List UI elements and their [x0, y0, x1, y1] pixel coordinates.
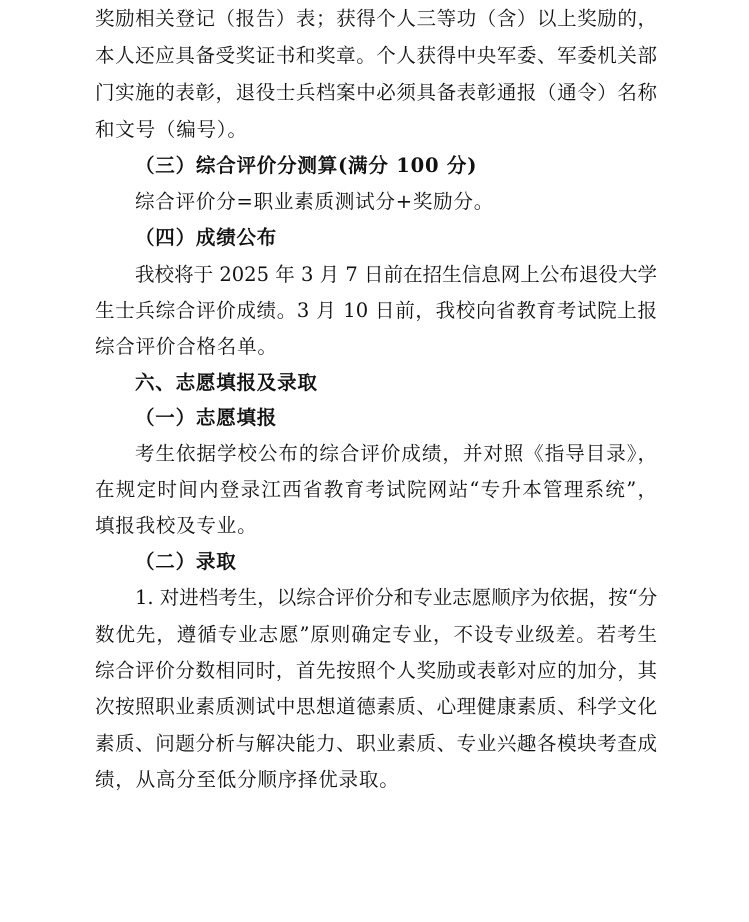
heading-results-announcement: （四）成绩公布 — [135, 226, 278, 249]
admission-paragraph-line-3: 综合评价分数相同时，首先按照个人奖励或表彰对应的加分，其 — [95, 659, 657, 682]
heading-score-calculation: （三）综合评价分测算(满分 100 分) — [135, 154, 478, 177]
award-paragraph-line-1: 奖励相关登记（报告）表；获得个人三等功（含）以上奖励的， — [95, 7, 657, 30]
admission-paragraph-line-5: 素质、问题分析与解决能力、职业素质、专业兴趣各模块考查成 — [95, 732, 657, 755]
subheading-admission: （二）录取 — [135, 550, 237, 573]
admission-paragraph-line-6: 绩，从高分至低分顺序择优录取。 — [95, 768, 400, 791]
admission-paragraph-line-1: 1. 对进档考生，以综合评价分和专业志愿顺序为依据，按“分 — [135, 586, 658, 609]
results-paragraph-line-3: 综合评价合格名单。 — [95, 335, 278, 358]
application-paragraph-line-2: 在规定时间内登录江西省教育考试院网站“专升本管理系统”， — [95, 478, 657, 501]
admission-paragraph-line-2: 数优先，遵循专业志愿”原则确定专业，不设专业级差。若考生 — [95, 623, 657, 646]
application-paragraph-line-1: 考生依据学校公布的综合评价成绩，并对照《指导目录》， — [135, 442, 657, 465]
application-paragraph-line-3: 填报我校及专业。 — [95, 514, 258, 537]
award-paragraph-line-2: 本人还应具备受奖证书和奖章。个人获得中央军委、军委机关部 — [95, 44, 657, 67]
section-heading-application-admission: 六、志愿填报及录取 — [135, 371, 318, 394]
admission-paragraph-line-4: 次按照职业素质测试中思想道德素质、心理健康素质、科学文化 — [95, 695, 657, 718]
results-paragraph-line-1: 我校将于 2025 年 3 月 7 日前在招生信息网上公布退役大学 — [135, 263, 657, 286]
award-paragraph-line-4: 和文号（编号）。 — [95, 118, 248, 141]
score-formula: 综合评价分=职业素质测试分+奖励分。 — [135, 190, 495, 213]
results-paragraph-line-2: 生士兵综合评价成绩。3 月 10 日前，我校向省教育考试院上报 — [95, 299, 657, 322]
subheading-application: （一）志愿填报 — [135, 406, 278, 429]
award-paragraph-line-3: 门实施的表彰，退役士兵档案中必须具备表彰通报（通令）名称 — [95, 81, 657, 104]
